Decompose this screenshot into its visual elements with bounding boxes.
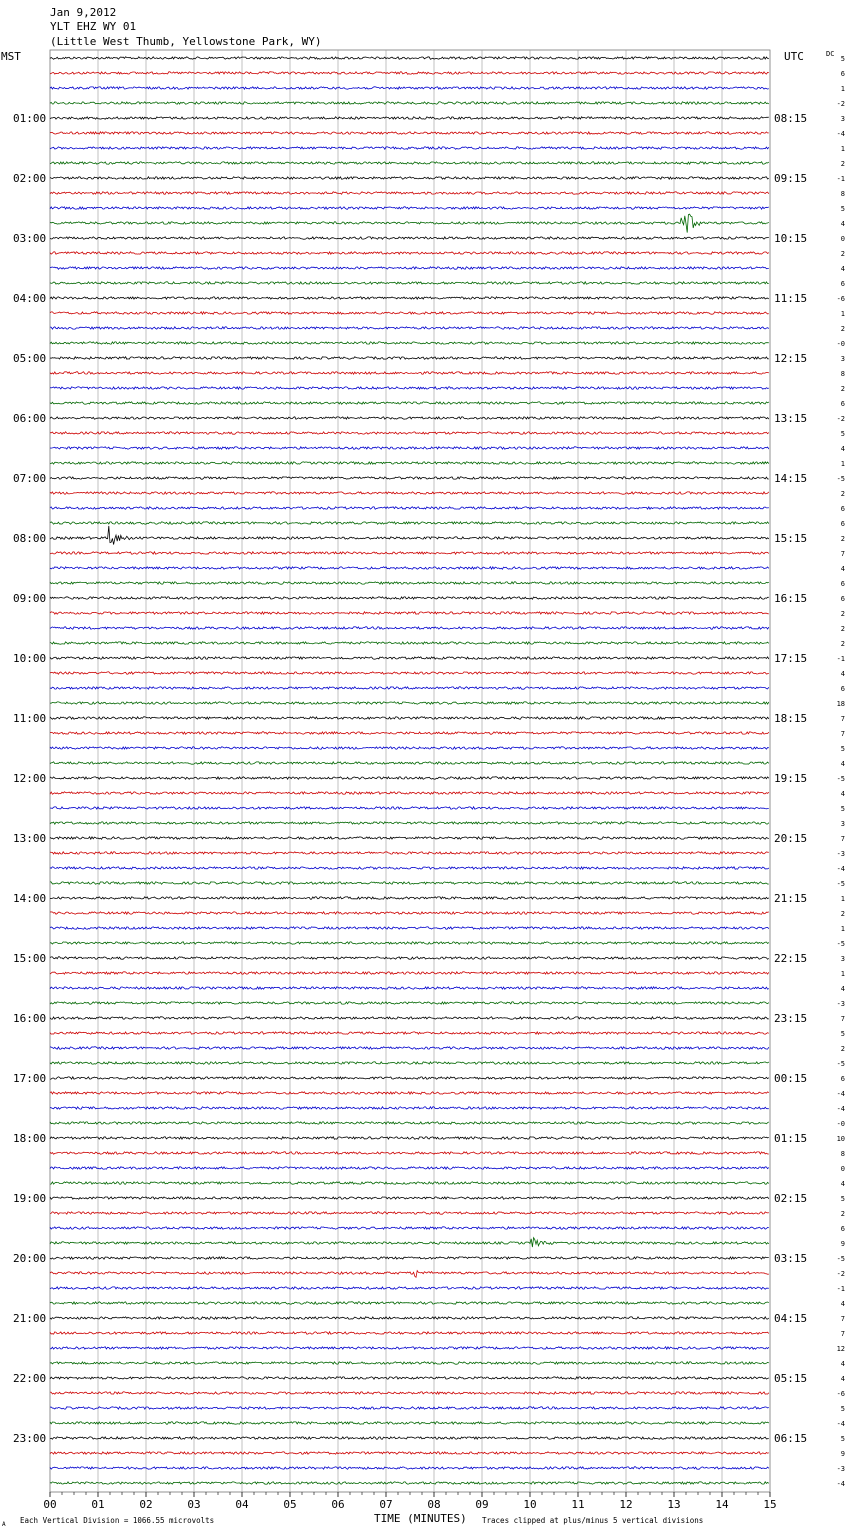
dc-offset-label: -5: [836, 880, 845, 888]
seismic-trace: [50, 747, 769, 749]
dc-offset-label: -1: [836, 1285, 845, 1293]
mst-hour-label: 17:00: [13, 1072, 47, 1085]
dc-offset-label: 4: [840, 790, 845, 798]
seismic-trace: [50, 1092, 769, 1094]
seismic-trace: [50, 237, 769, 239]
dc-offset-label: -4: [836, 865, 845, 873]
dc-offset-label: 8: [840, 190, 845, 198]
mst-hour-label: 02:00: [13, 172, 47, 185]
seismic-trace: [50, 657, 769, 659]
seismic-trace: [50, 1107, 769, 1109]
utc-hour-label: 05:15: [774, 1372, 808, 1385]
dc-offset-label: 9: [840, 1450, 845, 1458]
seismic-trace: [50, 717, 769, 719]
dc-offset-label: -5: [836, 775, 845, 783]
dc-offset-label: 2: [840, 160, 845, 168]
dc-offset-label: 4: [840, 220, 845, 228]
mst-hour-label: 03:00: [13, 232, 47, 245]
utc-hour-label: 06:15: [774, 1432, 808, 1445]
dc-offset-label: 4: [840, 1360, 845, 1368]
dc-offset-label: -4: [836, 1480, 845, 1488]
seismic-trace: [50, 1392, 769, 1394]
seismic-trace: [50, 477, 769, 479]
seismic-trace: [50, 1238, 769, 1247]
seismic-trace: [50, 1377, 769, 1379]
seismic-trace: [50, 417, 769, 419]
dc-offset-label: 6: [840, 520, 845, 528]
dc-offset-label: 8: [840, 1150, 845, 1158]
dc-offset-label: 3: [840, 355, 845, 363]
utc-hour-labels: [774, 112, 807, 1445]
dc-offset-label: 3: [840, 955, 845, 963]
x-tick-label: 04: [235, 1498, 249, 1511]
seismic-trace: [50, 567, 769, 569]
seismic-trace: [50, 777, 769, 779]
scale-note: Each Vertical Division = 1066.55 microvolts: [20, 1516, 215, 1525]
seismic-trace: [50, 1452, 769, 1454]
seismic-trace: [50, 732, 769, 734]
x-tick-label: 10: [523, 1498, 537, 1511]
seismic-trace: [50, 492, 769, 494]
x-tick-label: 08: [427, 1498, 441, 1511]
dc-offset-label: 3: [840, 820, 845, 828]
seismic-trace: [50, 327, 769, 329]
utc-hour-label: 22:15: [774, 952, 808, 965]
utc-hour-label: 21:15: [774, 892, 808, 905]
seismic-trace: [50, 1032, 769, 1034]
seismic-trace: [50, 972, 769, 974]
seismic-trace: [50, 1152, 769, 1154]
seismic-trace: [50, 1077, 769, 1079]
seismic-trace: [50, 267, 769, 269]
mst-hour-label: 04:00: [13, 292, 47, 305]
dc-offset-label: 4: [840, 265, 845, 273]
mst-hour-label: 09:00: [13, 592, 47, 605]
clip-note: Traces clipped at plus/minus 5 vertical divisions: [482, 1516, 704, 1525]
dc-offset-label: 2: [840, 325, 845, 333]
dc-offset-label: 6: [840, 685, 845, 693]
seismic-trace: [50, 297, 769, 299]
x-tick-label: 05: [283, 1498, 297, 1511]
seismic-trace: [50, 507, 769, 509]
dc-offset-label: -5: [836, 1060, 845, 1068]
dc-offset-label: 5: [840, 805, 845, 813]
seismic-trace: [50, 1362, 769, 1364]
mst-hour-label: 21:00: [13, 1312, 47, 1325]
seismic-trace: [50, 1062, 769, 1064]
dc-offset-label: 7: [840, 550, 845, 558]
seismic-trace: [50, 1437, 769, 1439]
dc-offset-label: -3: [836, 850, 845, 858]
utc-hour-label: 14:15: [774, 472, 808, 485]
dc-offset-label: 3: [840, 115, 845, 123]
seismic-trace: [50, 1317, 769, 1319]
seismic-trace: [50, 1347, 769, 1349]
scale-mark: A: [2, 1521, 6, 1528]
location-label: (Little West Thumb, Yellowstone Park, WY): [50, 35, 322, 48]
utc-hour-label: 23:15: [774, 1012, 808, 1025]
utc-hour-label: 19:15: [774, 772, 808, 785]
dc-offset-label: 4: [840, 1375, 845, 1383]
seismic-trace: [50, 214, 769, 233]
seismic-trace: [50, 1332, 769, 1334]
dc-offset-label: 6: [840, 1075, 845, 1083]
dc-offset-label: 4: [840, 565, 845, 573]
x-tick-label: 12: [619, 1498, 633, 1511]
seismic-trace: [50, 1197, 769, 1199]
dc-offset-label: 5: [840, 1435, 845, 1443]
dc-offset-label: 2: [840, 490, 845, 498]
seismic-trace: [50, 102, 769, 104]
dc-offset-label: -2: [836, 100, 845, 108]
seismic-trace: [50, 312, 769, 314]
seismic-trace: [50, 1482, 769, 1484]
x-tick-label: 00: [43, 1498, 57, 1511]
dc-offset-label: 5: [840, 745, 845, 753]
x-tick-label: 06: [331, 1498, 345, 1511]
seismic-trace: [50, 282, 769, 284]
seismic-trace: [50, 1287, 769, 1289]
seismic-trace: [50, 1137, 769, 1139]
seismic-trace: [50, 552, 769, 554]
seismic-trace: [50, 897, 769, 899]
dc-offset-label: 7: [840, 835, 845, 843]
seismic-trace: [50, 627, 769, 629]
dc-offset-label: 1: [840, 145, 845, 153]
dc-offset-label: 2: [840, 910, 845, 918]
seismic-trace: [50, 912, 769, 914]
dc-offset-label: -5: [836, 940, 845, 948]
seismic-trace: [50, 1257, 769, 1259]
dc-offset-label: 10: [836, 1135, 845, 1143]
dc-offset-label: -3: [836, 1000, 845, 1008]
seismic-trace: [50, 72, 769, 74]
seismic-trace: [50, 687, 769, 689]
utc-hour-label: 04:15: [774, 1312, 808, 1325]
seismic-trace: [50, 597, 769, 599]
seismic-trace: [50, 867, 769, 869]
dc-offset-label: 1: [840, 925, 845, 933]
seismic-trace: [50, 957, 769, 959]
dc-offset-label: 4: [840, 760, 845, 768]
dc-offset-label: 6: [840, 580, 845, 588]
x-tick-label: 07: [379, 1498, 393, 1511]
mst-hour-label: 20:00: [13, 1252, 47, 1265]
dc-offset-label: -6: [836, 295, 845, 303]
dc-offset-label: 7: [840, 1330, 845, 1338]
dc-offset-label: 1: [840, 85, 845, 93]
dc-offset-label: -2: [836, 1270, 845, 1278]
seismic-trace: [50, 447, 769, 449]
utc-hour-label: 00:15: [774, 1072, 808, 1085]
dc-offset-label: 2: [840, 1045, 845, 1053]
mst-hour-label: 22:00: [13, 1372, 47, 1385]
dc-offset-label: -6: [836, 1390, 845, 1398]
seismic-trace: [50, 147, 769, 149]
seismic-trace: [50, 762, 769, 764]
dc-offset-label: 4: [840, 1300, 845, 1308]
seismic-trace: [50, 526, 769, 545]
dc-offset-label: 2: [840, 535, 845, 543]
seismic-trace: [50, 1002, 769, 1004]
dc-offset-label: -5: [836, 1255, 845, 1263]
mst-hour-label: 14:00: [13, 892, 47, 905]
utc-hour-label: 13:15: [774, 412, 808, 425]
dc-offset-label: -4: [836, 1105, 845, 1113]
seismic-trace: [50, 162, 769, 164]
dc-offset-label: 6: [840, 400, 845, 408]
seismic-trace: [50, 177, 769, 179]
seismic-trace: [50, 402, 769, 404]
dc-offset-label: -0: [836, 1120, 845, 1128]
dc-offset-label: 5: [840, 205, 845, 213]
seismic-trace: [50, 792, 769, 794]
dc-offset-label: -1: [836, 175, 845, 183]
seismic-trace: [50, 372, 769, 374]
x-tick-label: 09: [475, 1498, 489, 1511]
dc-offset-label: 2: [840, 250, 845, 258]
chart-grid: [50, 50, 770, 1492]
seismic-trace: [50, 1047, 769, 1049]
seismic-trace: [50, 672, 769, 674]
dc-offset-label: 7: [840, 1015, 845, 1023]
dc-offset-label: 1: [840, 970, 845, 978]
dc-offset-label: 9: [840, 1240, 845, 1248]
dc-offset-label: 7: [840, 1315, 845, 1323]
dc-offset-label: 6: [840, 70, 845, 78]
trace-group: [50, 57, 769, 1484]
mst-hour-label: 01:00: [13, 112, 47, 125]
utc-hour-label: 20:15: [774, 832, 808, 845]
seismic-trace: [50, 1422, 769, 1424]
dc-offset-label: 12: [836, 1345, 845, 1353]
mst-hour-label: 15:00: [13, 952, 47, 965]
mst-hour-label: 11:00: [13, 712, 47, 725]
seismic-trace: [50, 582, 769, 584]
dc-offset-label: 5: [840, 1405, 845, 1413]
seismic-trace: [50, 1271, 769, 1278]
dc-offset-label: 0: [840, 1165, 845, 1173]
x-axis-label: TIME (MINUTES): [374, 1512, 467, 1525]
seismic-trace: [50, 837, 769, 839]
dc-offset-label: -0: [836, 340, 845, 348]
x-tick-label: 01: [91, 1498, 105, 1511]
seismic-trace: [50, 342, 769, 344]
dc-offset-label: 2: [840, 610, 845, 618]
dc-offset-label: 6: [840, 595, 845, 603]
mst-hour-label: 05:00: [13, 352, 47, 365]
utc-hour-label: 01:15: [774, 1132, 808, 1145]
seismic-trace: [50, 642, 769, 644]
seismic-trace: [50, 1302, 769, 1304]
mst-hour-label: 16:00: [13, 1012, 47, 1025]
dc-offset-label: 6: [840, 505, 845, 513]
dc-offset-label: 4: [840, 1180, 845, 1188]
dc-offset-label: 2: [840, 625, 845, 633]
utc-hour-label: 09:15: [774, 172, 808, 185]
x-tick-label: 02: [139, 1498, 153, 1511]
seismic-trace: [50, 132, 769, 134]
seismic-trace: [50, 942, 769, 944]
station-label: YLT EHZ WY 01: [50, 20, 137, 33]
dc-offset-label: 1: [840, 895, 845, 903]
seismic-trace: [50, 1182, 769, 1184]
left-axis-title: MST: [1, 50, 21, 63]
date-label: Jan 9,2012: [50, 6, 117, 19]
dc-label: DC: [826, 50, 835, 58]
mst-hour-label: 06:00: [13, 412, 47, 425]
mst-hour-label: 08:00: [13, 532, 47, 545]
seismic-trace: [50, 1467, 769, 1469]
seismic-trace: [50, 1227, 769, 1229]
dc-offset-label: 4: [840, 445, 845, 453]
dc-offset-label: 4: [840, 985, 845, 993]
utc-hour-label: 17:15: [774, 652, 808, 665]
seismic-trace: [50, 252, 769, 254]
seismic-trace: [50, 1167, 769, 1169]
dc-offset-label: -5: [836, 475, 845, 483]
seismic-trace: [50, 522, 769, 524]
seismic-trace: [50, 927, 769, 929]
dc-offset-label: -4: [836, 1090, 845, 1098]
x-tick-label: 11: [571, 1498, 585, 1511]
seismic-trace: [50, 207, 769, 209]
utc-hour-label: 03:15: [774, 1252, 808, 1265]
dc-offset-label: 8: [840, 370, 845, 378]
dc-offset-label: 0: [840, 235, 845, 243]
dc-offset-label: 5: [840, 55, 845, 63]
utc-hour-label: 02:15: [774, 1192, 808, 1205]
mst-hour-label: 23:00: [13, 1432, 47, 1445]
x-axis: [43, 1492, 776, 1511]
seismic-trace: [50, 387, 769, 389]
seismic-trace: [50, 852, 769, 854]
mst-hour-label: 18:00: [13, 1132, 47, 1145]
dc-offset-label: 5: [840, 430, 845, 438]
right-axis-title: UTC: [784, 50, 804, 63]
dc-offset-label: 7: [840, 715, 845, 723]
seismic-trace: [50, 987, 769, 989]
mst-hour-label: 19:00: [13, 1192, 47, 1205]
dc-offset-label: 5: [840, 1195, 845, 1203]
dc-offset-label: -2: [836, 415, 845, 423]
seismic-trace: [50, 807, 769, 809]
dc-offset-label: -4: [836, 1420, 845, 1428]
seismic-trace: [50, 702, 769, 704]
seismic-trace: [50, 192, 769, 194]
mst-hour-labels: [13, 112, 46, 1445]
mst-hour-label: 13:00: [13, 832, 47, 845]
seismic-trace: [50, 462, 769, 464]
utc-hour-label: 08:15: [774, 112, 808, 125]
seismic-trace: [50, 1212, 769, 1214]
dc-offset-label: -1: [836, 655, 845, 663]
x-tick-label: 13: [667, 1498, 681, 1511]
dc-offset-label: 1: [840, 460, 845, 468]
dc-offset-label: 5: [840, 1030, 845, 1038]
dc-offset-label: 2: [840, 640, 845, 648]
utc-hour-label: 16:15: [774, 592, 808, 605]
seismic-trace: [50, 822, 769, 824]
seismic-trace: [50, 882, 769, 884]
x-tick-label: 03: [187, 1498, 201, 1511]
seismic-trace: [50, 612, 769, 614]
seismic-trace: [50, 432, 769, 434]
seismic-trace: [50, 117, 769, 119]
x-tick-label: 15: [763, 1498, 777, 1511]
dc-offset-labels: [837, 55, 845, 1488]
seismic-trace: [50, 57, 769, 59]
seismic-trace: [50, 1122, 769, 1124]
dc-offset-label: 6: [840, 280, 845, 288]
plot-frame: [50, 50, 770, 1492]
utc-hour-label: 11:15: [774, 292, 808, 305]
seismic-trace: [50, 1407, 769, 1409]
mst-hour-label: 12:00: [13, 772, 47, 785]
utc-hour-label: 15:15: [774, 532, 808, 545]
utc-hour-label: 18:15: [774, 712, 808, 725]
dc-offset-label: 2: [840, 1210, 845, 1218]
seismic-trace: [50, 357, 769, 359]
seismic-trace: [50, 1017, 769, 1019]
dc-offset-label: -4: [836, 130, 845, 138]
dc-offset-label: 2: [840, 385, 845, 393]
seismic-trace: [50, 87, 769, 89]
dc-offset-label: 1: [840, 310, 845, 318]
utc-hour-label: 12:15: [774, 352, 808, 365]
dc-offset-label: 7: [840, 730, 845, 738]
dc-offset-label: -3: [836, 1465, 845, 1473]
dc-offset-label: 18: [836, 700, 845, 708]
dc-offset-label: 4: [840, 670, 845, 678]
x-tick-label: 14: [715, 1498, 729, 1511]
utc-hour-label: 10:15: [774, 232, 808, 245]
mst-hour-label: 07:00: [13, 472, 47, 485]
mst-hour-label: 10:00: [13, 652, 47, 665]
dc-offset-label: 6: [840, 1225, 845, 1233]
